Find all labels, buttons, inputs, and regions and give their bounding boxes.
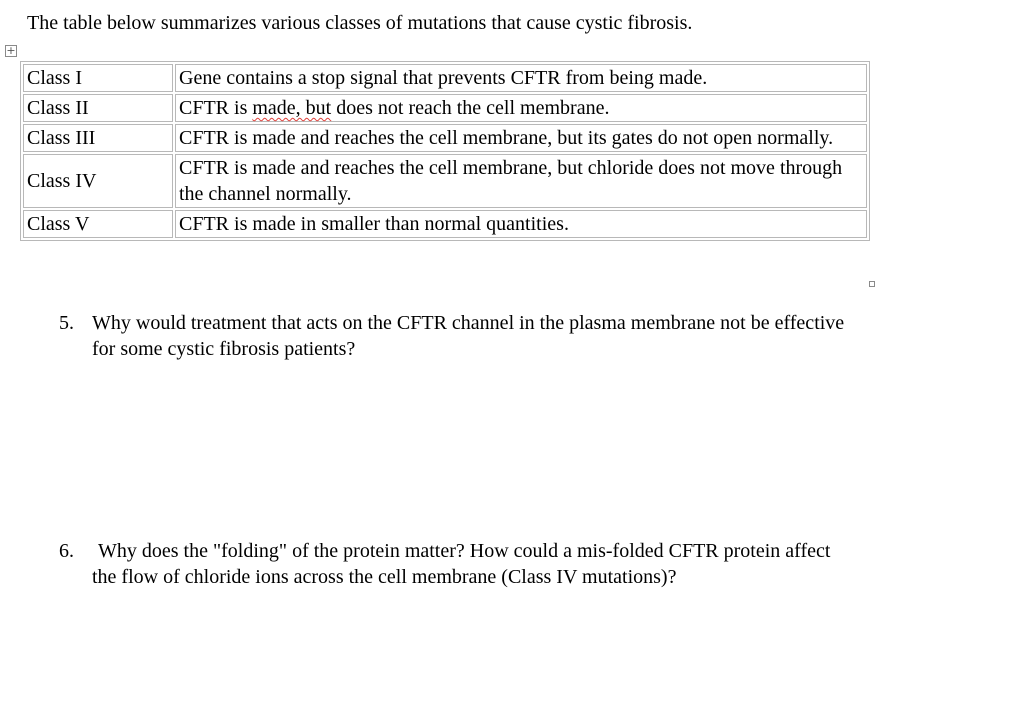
table-row bbox=[23, 154, 867, 208]
question-5 bbox=[59, 310, 859, 362]
table-resize-handle[interactable] bbox=[869, 281, 875, 287]
class-cell: Class III bbox=[23, 124, 173, 152]
table-row bbox=[23, 64, 867, 92]
description-cell bbox=[175, 94, 867, 122]
intro-text: The table below summarizes various classes of mutations that cause cystic fibrosis. bbox=[27, 12, 693, 34]
class-cell: Class V bbox=[23, 210, 173, 238]
description-cell: Gene contains a stop signal that prevents CFTR from being made. bbox=[175, 64, 867, 92]
table-row bbox=[23, 210, 867, 238]
class-cell: Class II bbox=[23, 94, 173, 122]
class-cell: Class I bbox=[23, 64, 173, 92]
question-text: Why would treatment that acts on the CFTR channel in the plasma membrane not be effective for some cystic fibrosis patients? bbox=[92, 312, 845, 360]
mutation-classes-table bbox=[20, 61, 870, 241]
class-cell: Class IV bbox=[23, 154, 173, 208]
description-cell: CFTR is made and reaches the cell membrane, but its gates do not open normally. bbox=[175, 124, 867, 152]
question-text-line: the flow of chloride ions across the cell membrane (Class IV mutations)? bbox=[92, 566, 677, 588]
question-6 bbox=[59, 538, 959, 590]
question-text-line: Why does the "folding" of the protein matter? How could a mis-folded CFTR protein affect bbox=[98, 540, 831, 562]
description-text: does not reach the cell membrane. bbox=[331, 97, 610, 119]
description-cell: CFTR is made in smaller than normal quantities. bbox=[175, 210, 867, 238]
table-row bbox=[23, 124, 867, 152]
question-number: 6. bbox=[59, 540, 74, 562]
description-text: CFTR is bbox=[179, 97, 253, 119]
grammar-flagged-text[interactable]: made, but bbox=[252, 97, 332, 119]
table-move-handle-icon[interactable]: + bbox=[6, 44, 16, 57]
description-cell: CFTR is made and reaches the cell membrane, but chloride does not move through the channel normally. bbox=[175, 154, 867, 208]
table-row bbox=[23, 94, 867, 122]
question-number: 5. bbox=[59, 312, 74, 334]
